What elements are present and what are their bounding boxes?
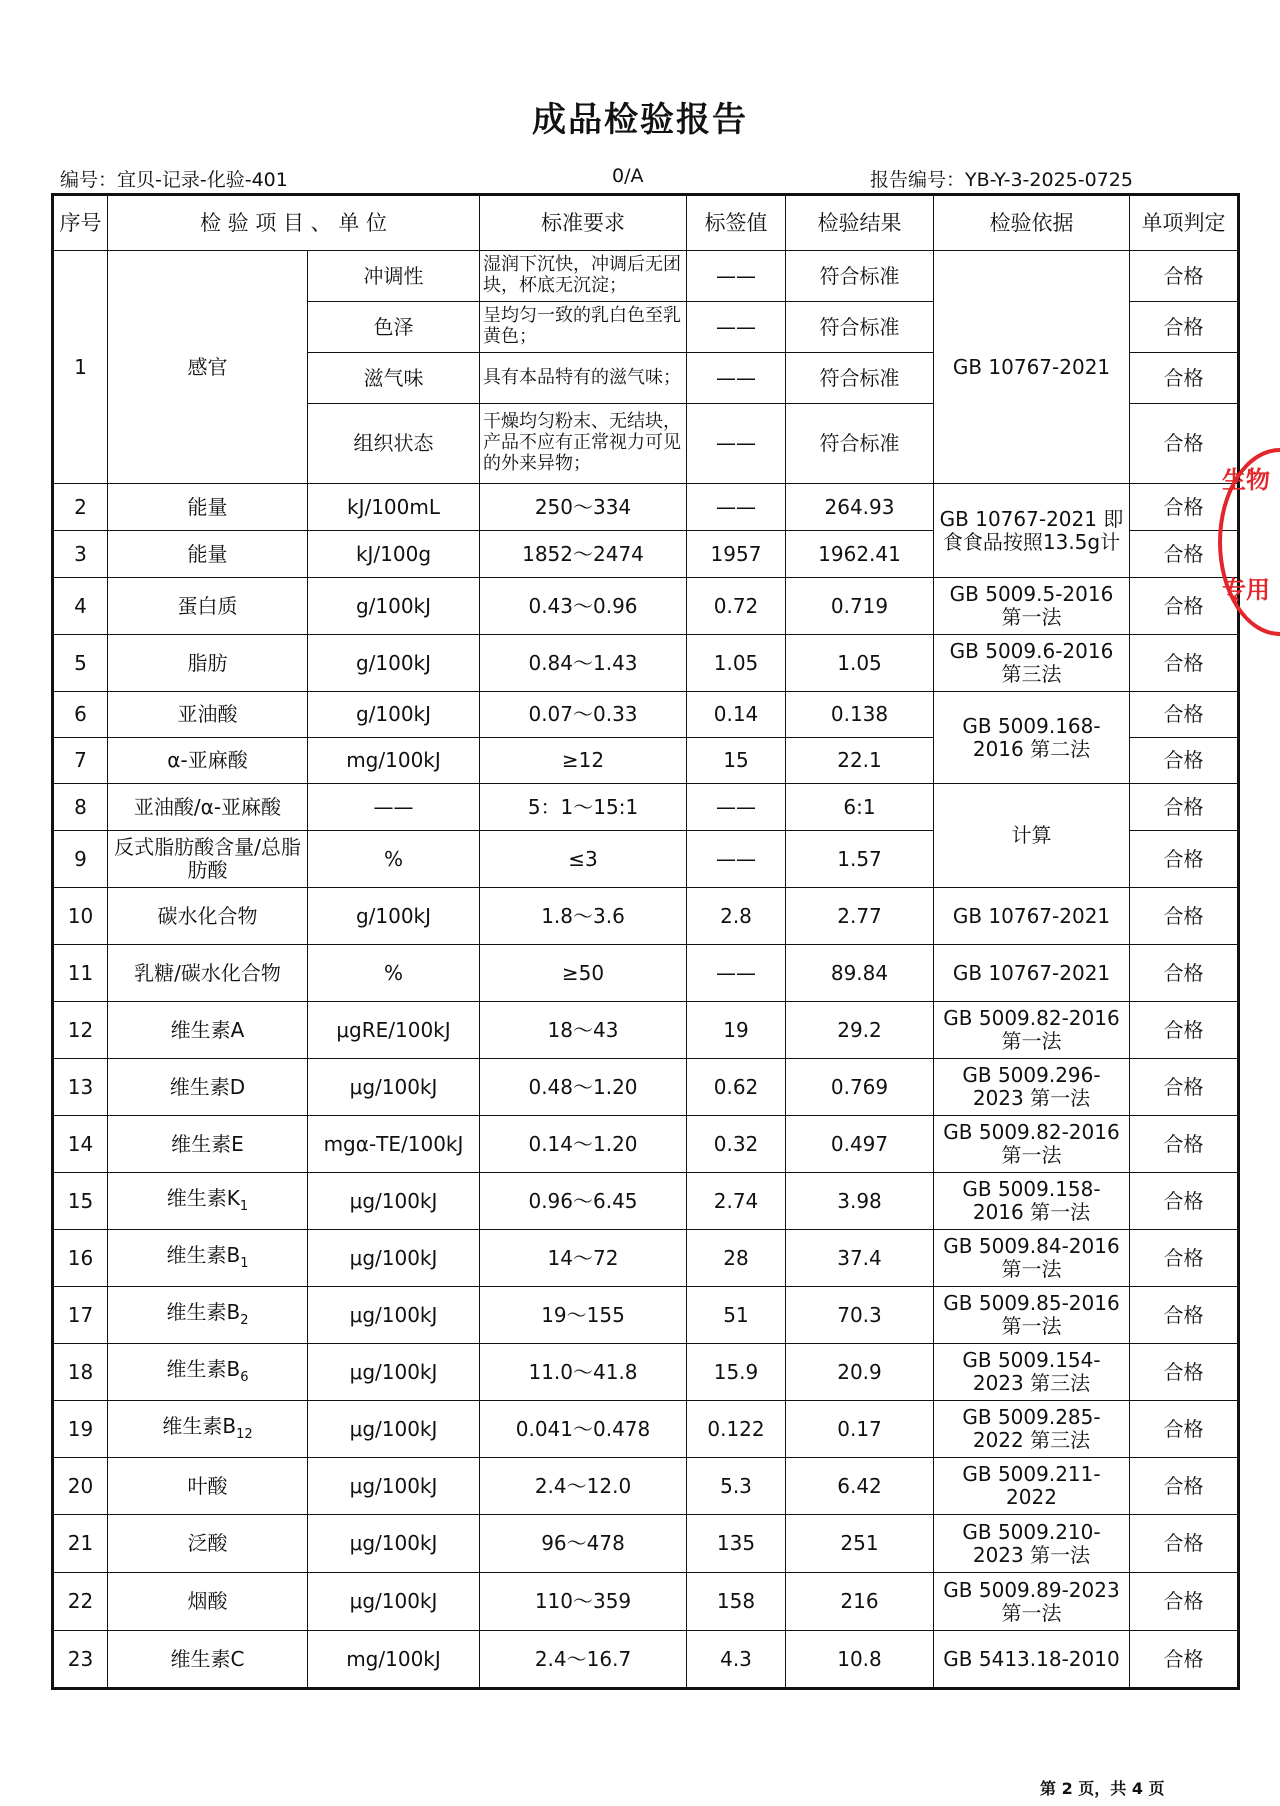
row-item: 维生素C [108,1631,308,1689]
row-item: 亚油酸/α-亚麻酸 [108,784,308,831]
row-judgement: 合格 [1130,404,1239,484]
row-basis: GB 5413.18-2010 [934,1631,1130,1689]
table-row [53,251,1239,302]
row-basis: GB 5009.82-2016 第一法 [934,1002,1130,1059]
row-unit: μg/100kJ [308,1287,480,1344]
row-no: 15 [53,1173,108,1230]
row-item: 色泽 [308,302,480,353]
row-no: 5 [53,635,108,692]
row-no: 22 [53,1573,108,1631]
row-basis: GB 5009.6-2016 第三法 [934,635,1130,692]
row-group: 感官 [108,251,308,484]
row-judgement: 合格 [1130,1631,1239,1689]
row-item [108,1401,308,1458]
row-judgement: 合格 [1130,1116,1239,1173]
row-judgement: 合格 [1130,484,1239,531]
row-standard: 11.0～41.8 [480,1344,687,1401]
row-item-subscript: 1 [240,1256,249,1272]
row-unit: g/100kJ [308,692,480,738]
report-title: 成品检验报告 [532,100,748,140]
row-item-subscript: 1 [239,1199,249,1215]
row-item-subscript: 2 [240,1313,249,1329]
row-judgement: 合格 [1130,1230,1239,1287]
row-item [108,1344,308,1401]
row-unit: μg/100kJ [308,1230,480,1287]
table-row [53,1002,1239,1059]
row-item: 能量 [108,531,308,578]
row-label-value: 15 [687,738,786,784]
row-result: 0.719 [786,578,934,635]
row-standard: 1852～2474 [480,531,687,578]
row-unit: % [308,945,480,1002]
row-standard: 0.041～0.478 [480,1401,687,1458]
row-label-value: 5.3 [687,1458,786,1515]
row-result: 1.05 [786,635,934,692]
row-standard: ≥50 [480,945,687,1002]
row-basis: GB 10767-2021 [934,945,1130,1002]
row-result: 29.2 [786,1002,934,1059]
row-unit: mg/100kJ [308,738,480,784]
row-basis: GB 5009.89-2023 第一法 [934,1573,1130,1631]
row-item: 维生素D [108,1059,308,1116]
row-no: 18 [53,1344,108,1401]
row-judgement: 合格 [1130,353,1239,404]
row-standard: 具有本品特有的滋气味； [480,353,687,404]
row-label-value: —— [687,945,786,1002]
row-no: 9 [53,831,108,888]
row-unit: —— [308,784,480,831]
row-basis: GB 10767-2021 [934,888,1130,945]
row-item-subscript: 12 [236,1427,253,1443]
row-judgement: 合格 [1130,1573,1239,1631]
row-item: 碳水化合物 [108,888,308,945]
row-no: 3 [53,531,108,578]
row-judgement: 合格 [1130,251,1239,302]
row-basis: GB 5009.211-2022 [934,1458,1130,1515]
row-unit: μg/100kJ [308,1458,480,1515]
row-standard: 呈均匀一致的乳白色至乳黄色； [480,302,687,353]
report-number: 报告编号：YB-Y-3-2025-0725 [870,169,1133,191]
table-row [53,784,1239,831]
row-result: 1.57 [786,831,934,888]
version: 0/A [612,165,644,187]
table-row [53,945,1239,1002]
row-basis: GB 5009.82-2016 第一法 [934,1116,1130,1173]
row-basis: 计算 [934,784,1130,888]
row-standard: 18～43 [480,1002,687,1059]
row-judgement: 合格 [1130,692,1239,738]
row-standard: 1.8～3.6 [480,888,687,945]
header-judgement: 单项判定 [1130,195,1239,251]
row-standard: 0.48～1.20 [480,1059,687,1116]
row-item: 能量 [108,484,308,531]
row-judgement: 合格 [1130,635,1239,692]
row-unit: kJ/100mL [308,484,480,531]
header-no: 序号 [53,195,108,251]
row-item: 维生素A [108,1002,308,1059]
row-basis: GB 5009.154-2023 第三法 [934,1344,1130,1401]
table-row [53,1344,1239,1401]
table-row [53,1401,1239,1458]
row-basis: GB 5009.158-2016 第一法 [934,1173,1130,1230]
row-label-value: —— [687,831,786,888]
row-judgement: 合格 [1130,784,1239,831]
row-standard: 14～72 [480,1230,687,1287]
inspection-table [51,193,1240,1690]
row-standard: 0.43～0.96 [480,578,687,635]
row-no: 1 [53,251,108,484]
row-item-text: 维生素B [162,1414,237,1439]
row-result: 符合标准 [786,353,934,404]
stamp-text-top: 生物 [1222,466,1270,494]
row-standard: ≤3 [480,831,687,888]
row-label-value: 135 [687,1515,786,1573]
row-unit: μg/100kJ [308,1173,480,1230]
table-row [53,1173,1239,1230]
row-label-value: 0.72 [687,578,786,635]
row-item: 叶酸 [108,1458,308,1515]
row-result: 0.138 [786,692,934,738]
row-result: 216 [786,1573,934,1631]
row-label-value: —— [687,484,786,531]
row-standard: 干燥均匀粉末、无结块，产品不应有正常视力可见的外来异物； [480,404,687,484]
row-standard: 0.14～1.20 [480,1116,687,1173]
row-item: 泛酸 [108,1515,308,1573]
row-no: 2 [53,484,108,531]
row-standard: 湿润下沉快，冲调后无团块，杯底无沉淀； [480,251,687,302]
header-item: 检 验 项 目 、 单 位 [108,195,480,251]
row-judgement: 合格 [1130,1401,1239,1458]
row-result: 2.77 [786,888,934,945]
row-unit: % [308,831,480,888]
row-result: 符合标准 [786,251,934,302]
row-label-value: 1.05 [687,635,786,692]
table-row [53,1631,1239,1689]
row-no: 19 [53,1401,108,1458]
row-unit: μgRE/100kJ [308,1002,480,1059]
row-label-value: 0.14 [687,692,786,738]
row-item-text: 维生素B [166,1243,241,1268]
row-item: 亚油酸 [108,692,308,738]
row-label-value: 19 [687,1002,786,1059]
row-label-value: —— [687,353,786,404]
row-no: 17 [53,1287,108,1344]
row-result: 70.3 [786,1287,934,1344]
table-row [53,578,1239,635]
row-label-value: 1957 [687,531,786,578]
row-no: 4 [53,578,108,635]
table-header-row [53,195,1239,251]
row-standard: 110～359 [480,1573,687,1631]
row-judgement: 合格 [1130,531,1239,578]
row-result: 10.8 [786,1631,934,1689]
row-no: 10 [53,888,108,945]
row-standard: 2.4～12.0 [480,1458,687,1515]
row-unit: g/100kJ [308,578,480,635]
row-result: 0.17 [786,1401,934,1458]
table-row [53,692,1239,738]
row-judgement: 合格 [1130,945,1239,1002]
row-standard: 0.96～6.45 [480,1173,687,1230]
row-item: 维生素E [108,1116,308,1173]
row-item-text: 维生素K [166,1186,240,1211]
row-basis: GB 5009.285-2022 第三法 [934,1401,1130,1458]
row-item [108,1173,308,1230]
row-label-value: 51 [687,1287,786,1344]
row-basis: GB 10767-2021 即食食品按照13.5g计 [934,484,1130,578]
row-judgement: 合格 [1130,1287,1239,1344]
row-result: 1962.41 [786,531,934,578]
record-number: 编号：宜贝-记录-化验-401 [60,169,288,191]
row-no: 12 [53,1002,108,1059]
row-result: 22.1 [786,738,934,784]
row-item: 乳糖/碳水化合物 [108,945,308,1002]
table-row [53,888,1239,945]
row-label-value: 2.8 [687,888,786,945]
row-basis: GB 10767-2021 [934,251,1130,484]
row-standard: 0.84～1.43 [480,635,687,692]
table-row [53,1116,1239,1173]
row-unit: mg/100kJ [308,1631,480,1689]
row-item: 反式脂肪酸含量/总脂肪酸 [108,831,308,888]
row-result: 6:1 [786,784,934,831]
row-unit: μg/100kJ [308,1515,480,1573]
row-no: 14 [53,1116,108,1173]
row-judgement: 合格 [1130,1458,1239,1515]
row-no: 7 [53,738,108,784]
row-standard: 2.4～16.7 [480,1631,687,1689]
row-label-value: 0.32 [687,1116,786,1173]
row-judgement: 合格 [1130,1515,1239,1573]
row-standard: 0.07～0.33 [480,692,687,738]
row-label-value: —— [687,404,786,484]
row-label-value: 158 [687,1573,786,1631]
row-judgement: 合格 [1130,578,1239,635]
row-label-value: 28 [687,1230,786,1287]
table-row [53,1515,1239,1573]
header-result: 检验结果 [786,195,934,251]
row-label-value: 15.9 [687,1344,786,1401]
row-result: 符合标准 [786,404,934,484]
row-unit: g/100kJ [308,888,480,945]
row-no: 20 [53,1458,108,1515]
stamp-text-bottom: 专用 [1222,576,1270,604]
row-judgement: 合格 [1130,888,1239,945]
row-label-value: —— [687,784,786,831]
row-item-text: 维生素B [166,1300,241,1325]
row-label-value: 0.62 [687,1059,786,1116]
row-result: 符合标准 [786,302,934,353]
row-result: 20.9 [786,1344,934,1401]
row-judgement: 合格 [1130,738,1239,784]
row-result: 37.4 [786,1230,934,1287]
row-basis: GB 5009.85-2016 第一法 [934,1287,1130,1344]
row-judgement: 合格 [1130,302,1239,353]
row-judgement: 合格 [1130,831,1239,888]
row-unit: mgα-TE/100kJ [308,1116,480,1173]
row-item: 组织状态 [308,404,480,484]
row-no: 16 [53,1230,108,1287]
row-result: 6.42 [786,1458,934,1515]
row-item: 冲调性 [308,251,480,302]
row-standard: 96～478 [480,1515,687,1573]
header-basis: 检验依据 [934,195,1130,251]
row-item [108,1230,308,1287]
header-standard: 标准要求 [480,195,687,251]
row-unit: μg/100kJ [308,1344,480,1401]
row-judgement: 合格 [1130,1002,1239,1059]
row-result: 264.93 [786,484,934,531]
table-row [53,1059,1239,1116]
row-item-text: 维生素B [166,1357,241,1382]
table-row [53,484,1239,531]
row-label-value: 2.74 [687,1173,786,1230]
row-basis: GB 5009.168-2016 第二法 [934,692,1130,784]
row-item: 烟酸 [108,1573,308,1631]
row-basis: GB 5009.296-2023 第一法 [934,1059,1130,1116]
row-judgement: 合格 [1130,1173,1239,1230]
row-item-subscript: 6 [240,1370,249,1386]
row-no: 6 [53,692,108,738]
page-number: 第 2 页，共 4 页 [1040,1779,1165,1798]
row-unit: g/100kJ [308,635,480,692]
row-label-value: 4.3 [687,1631,786,1689]
row-judgement: 合格 [1130,1344,1239,1401]
row-label-value: —— [687,251,786,302]
row-result: 0.769 [786,1059,934,1116]
row-basis: GB 5009.84-2016 第一法 [934,1230,1130,1287]
row-item [108,1287,308,1344]
row-unit: μg/100kJ [308,1573,480,1631]
row-no: 11 [53,945,108,1002]
row-no: 23 [53,1631,108,1689]
table-row [53,635,1239,692]
row-label-value: —— [687,302,786,353]
row-label-value: 0.122 [687,1401,786,1458]
row-standard: 250～334 [480,484,687,531]
row-item: α-亚麻酸 [108,738,308,784]
header-label-value: 标签值 [687,195,786,251]
table-row [53,1573,1239,1631]
table-row [53,1230,1239,1287]
row-unit: μg/100kJ [308,1401,480,1458]
row-unit: μg/100kJ [308,1059,480,1116]
row-no: 13 [53,1059,108,1116]
row-standard: 5：1～15:1 [480,784,687,831]
table-row [53,1287,1239,1344]
row-unit: kJ/100g [308,531,480,578]
row-basis: GB 5009.5-2016 第一法 [934,578,1130,635]
table-row [53,1458,1239,1515]
row-basis: GB 5009.210-2023 第一法 [934,1515,1130,1573]
row-result: 251 [786,1515,934,1573]
row-item: 脂肪 [108,635,308,692]
row-item: 滋气味 [308,353,480,404]
row-result: 89.84 [786,945,934,1002]
row-judgement: 合格 [1130,1059,1239,1116]
row-no: 21 [53,1515,108,1573]
row-result: 0.497 [786,1116,934,1173]
row-standard: 19～155 [480,1287,687,1344]
row-standard: ≥12 [480,738,687,784]
row-result: 3.98 [786,1173,934,1230]
row-item: 蛋白质 [108,578,308,635]
row-no: 8 [53,784,108,831]
